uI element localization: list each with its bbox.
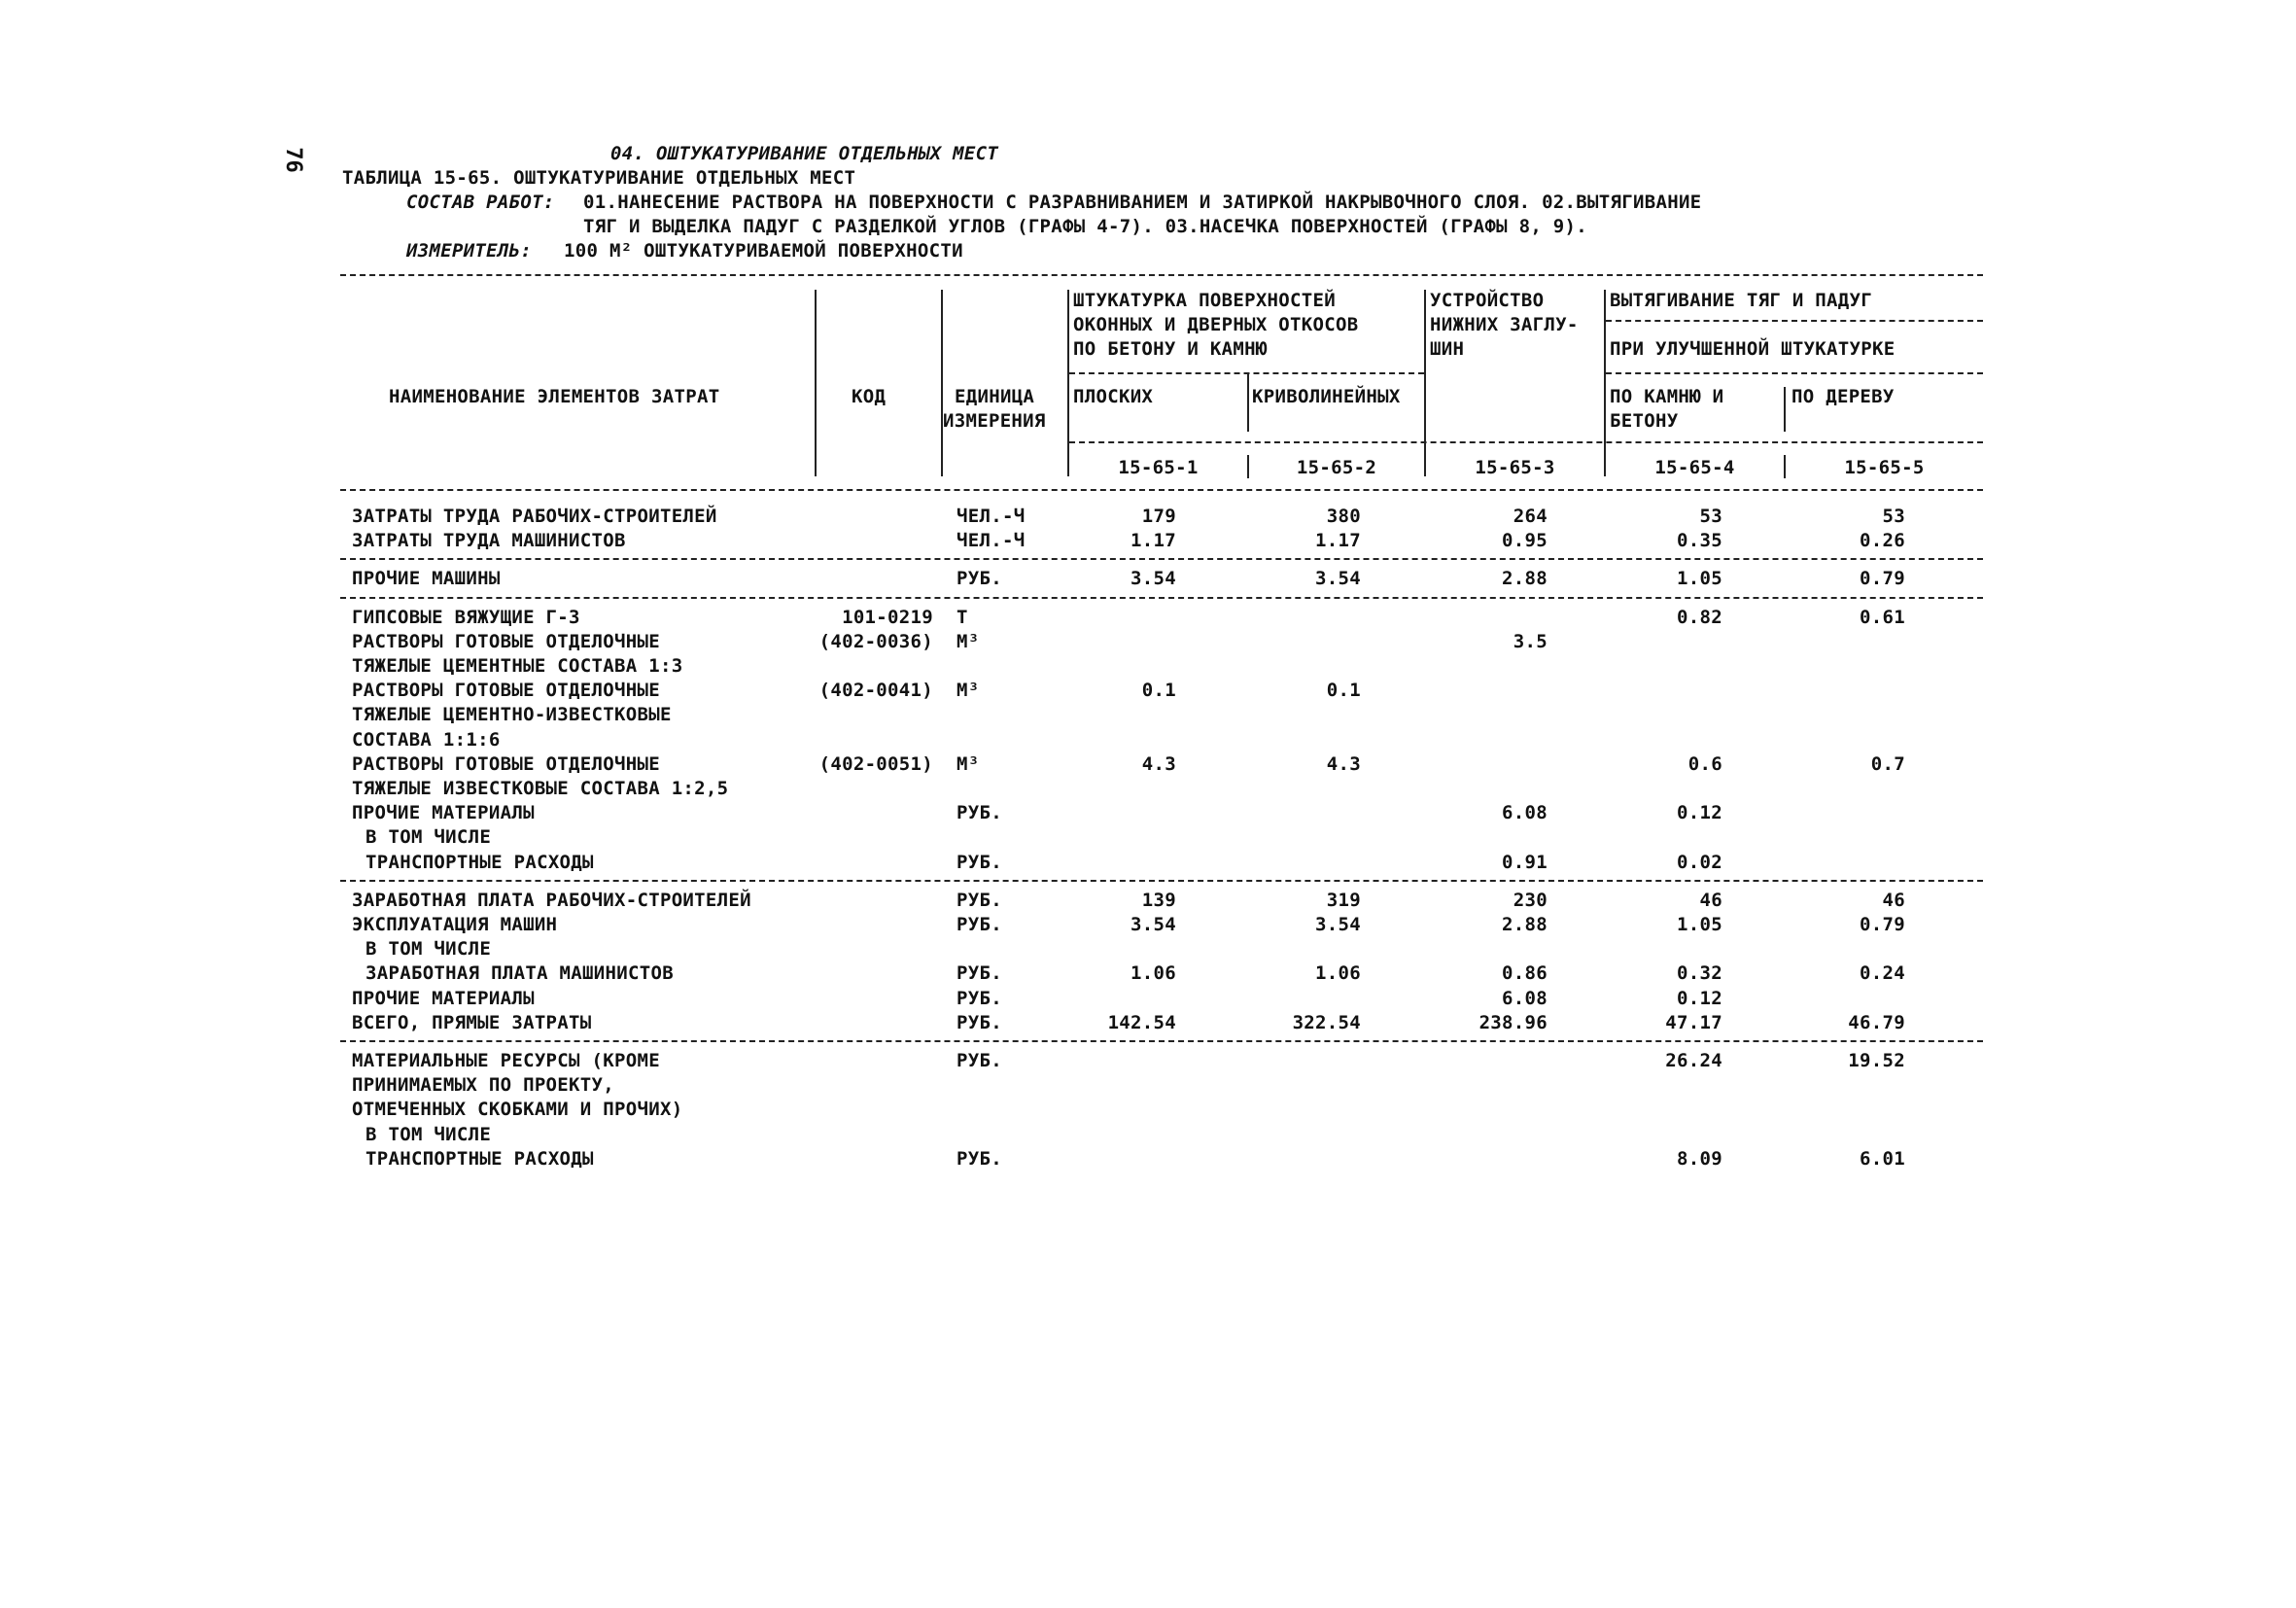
row-value: 46.79: [1848, 1011, 1905, 1033]
row-unit: РУБ.: [957, 568, 1002, 590]
work-composition-line-1: 01.НАНЕСЕНИЕ РАСТВОРА НА ПОВЕРХНОСТИ С РАЗРАВНИВАНИЕМ И ЗАТИРКОЙ НАКРЫВОЧНОГО СЛОЯ. 02.ВЫТЯГИВАНИЕ: [583, 192, 1702, 213]
header-name-col: НАИМЕНОВАНИЕ ЭЛЕМЕНТОВ ЗАТРАТ: [389, 386, 720, 407]
row-value: 1.06: [1131, 962, 1176, 985]
row-unit: Т: [957, 606, 968, 628]
row-name: РАСТВОРЫ ГОТОВЫЕ ОТДЕЛОЧНЫЕ: [352, 752, 660, 775]
row-name: ПРОЧИЕ МАТЕРИАЛЫ: [352, 802, 535, 824]
header-divider-curved: [1247, 373, 1249, 432]
row-unit: РУБ.: [957, 1147, 1002, 1170]
row-value: 1.17: [1131, 530, 1176, 552]
row-unit: М³: [957, 752, 980, 775]
row-value: 0.82: [1677, 606, 1722, 628]
row-value: 0.24: [1860, 962, 1905, 985]
header-stone-line-2: БЕТОНУ: [1610, 410, 1679, 432]
header-flat: ПЛОСКИХ: [1073, 386, 1154, 407]
header-code-col: КОД: [852, 386, 887, 407]
row-value: 0.26: [1860, 530, 1905, 552]
row-value: 47.17: [1665, 1011, 1722, 1033]
row-value: 46: [1699, 889, 1722, 911]
page-number: 76: [280, 147, 305, 173]
row-value: 1.17: [1315, 530, 1361, 552]
section-divider: [340, 1040, 1983, 1042]
row-value: 0.35: [1677, 530, 1722, 552]
row-name: ПРИНИМАЕМЫХ ПО ПРОЕКТУ,: [352, 1074, 614, 1097]
row-value: 0.12: [1677, 987, 1722, 1009]
header-wood: ПО ДЕРЕВУ: [1792, 386, 1895, 407]
row-value: 1.05: [1677, 914, 1722, 935]
row-name: МАТЕРИАЛЬНЫЕ РЕСУРСЫ (КРОМЕ: [352, 1050, 660, 1071]
row-unit: РУБ.: [957, 889, 1002, 911]
row-name: ВСЕГО, ПРЯМЫЕ ЗАТРАТЫ: [352, 1011, 592, 1033]
header-group2-line-3: ШИН: [1430, 338, 1465, 360]
header-group2-line-1: УСТРОЙСТВО: [1430, 290, 1545, 311]
row-value: 0.32: [1677, 962, 1722, 985]
row-value: 19.52: [1848, 1050, 1905, 1071]
row-value: 0.6: [1687, 752, 1722, 775]
row-code: (402-0051): [818, 752, 933, 775]
header-bottom-rule: [340, 489, 1983, 491]
header-divider-group3: [1604, 290, 1606, 476]
row-value: 1.05: [1677, 568, 1722, 590]
section-title: 04. ОШТУКАТУРИВАНИЕ ОТДЕЛЬНЫХ МЕСТ: [610, 143, 999, 164]
row-value: 238.96: [1478, 1011, 1548, 1033]
row-value: 230: [1513, 889, 1548, 911]
row-name: ЗАРАБОТНАЯ ПЛАТА РАБОЧИХ-СТРОИТЕЛЕЙ: [352, 889, 751, 911]
column-code-2: 15-65-2: [1296, 457, 1377, 478]
row-value: 322.54: [1292, 1011, 1361, 1033]
row-value: 2.88: [1502, 568, 1548, 590]
row-name: ОТМЕЧЕННЫХ СКОБКАМИ И ПРОЧИХ): [352, 1099, 683, 1121]
header-group3-line-2: ПРИ УЛУЧШЕННОЙ ШТУКАТУРКЕ: [1610, 338, 1896, 360]
row-value: 3.54: [1315, 568, 1361, 590]
row-unit: РУБ.: [957, 1050, 1002, 1071]
row-name: ЗАТРАТЫ ТРУДА РАБОЧИХ-СТРОИТЕЛЕЙ: [352, 506, 717, 527]
row-unit: РУБ.: [957, 1011, 1002, 1033]
row-unit: РУБ.: [957, 851, 1002, 873]
section-divider: [340, 880, 1983, 882]
row-value: 0.12: [1677, 802, 1722, 824]
row-unit: М³: [957, 630, 980, 652]
row-value: 46: [1882, 889, 1905, 911]
header-divider-unit: [941, 290, 943, 476]
row-name: ПРОЧИЕ МАТЕРИАЛЫ: [352, 987, 535, 1009]
header-rule-subgroups-3: [1606, 372, 1983, 374]
row-name: ЗАРАБОТНАЯ ПЛАТА МАШИНИСТОВ: [365, 962, 674, 985]
section-divider: [340, 558, 1983, 560]
row-value: 264: [1513, 506, 1548, 527]
section-divider: [340, 597, 1983, 599]
column-code-5: 15-65-5: [1844, 457, 1925, 478]
row-value: 0.79: [1860, 914, 1905, 935]
header-rule-group3: [1606, 320, 1983, 322]
row-name: СОСТАВА 1:1:6: [352, 728, 501, 751]
row-unit: ЧЕЛ.-Ч: [957, 506, 1026, 527]
row-name: В ТОМ ЧИСЛЕ: [365, 1123, 492, 1145]
header-curved: КРИВОЛИНЕЙНЫХ: [1252, 386, 1401, 407]
row-value: 6.08: [1502, 802, 1548, 824]
row-name: ТРАНСПОРТНЫЕ РАСХОДЫ: [365, 1147, 594, 1170]
header-group1-line-3: ПО БЕТОНУ И КАМНЮ: [1073, 338, 1268, 360]
row-name: ТЯЖЕЛЫЕ ЦЕМЕНТНО-ИЗВЕСТКОВЫЕ: [352, 704, 672, 726]
row-value: 2.88: [1502, 914, 1548, 935]
row-value: 0.1: [1141, 680, 1176, 702]
row-value: 53: [1882, 506, 1905, 527]
row-unit: РУБ.: [957, 802, 1002, 824]
row-value: 3.54: [1315, 914, 1361, 935]
header-rule-codes: [1069, 441, 1983, 443]
measure-value: 100 М² ОШТУКАТУРИВАЕМОЙ ПОВЕРХНОСТИ: [564, 240, 963, 262]
header-divider-wood: [1784, 387, 1786, 432]
row-value: 380: [1326, 506, 1361, 527]
row-name: РАСТВОРЫ ГОТОВЫЕ ОТДЕЛОЧНЫЕ: [352, 680, 660, 702]
row-name: ТЯЖЕЛЫЕ ЦЕМЕНТНЫЕ СОСТАВА 1:3: [352, 655, 683, 677]
measure-label: ИЗМЕРИТЕЛЬ:: [406, 240, 533, 262]
row-code: (402-0036): [818, 630, 933, 652]
table-title: ТАБЛИЦА 15-65. ОШТУКАТУРИВАНИЕ ОТДЕЛЬНЫХ МЕСТ: [342, 167, 856, 189]
header-divider-group2: [1424, 290, 1426, 476]
work-composition-label: СОСТАВ РАБОТ:: [406, 192, 555, 213]
row-value: 4.3: [1141, 752, 1176, 775]
row-value: 1.06: [1315, 962, 1361, 985]
row-code: 101-0219: [842, 606, 933, 628]
row-value: 0.95: [1502, 530, 1548, 552]
header-divider-group1: [1067, 290, 1069, 476]
header-group1-line-2: ОКОННЫХ И ДВЕРНЫХ ОТКОСОВ: [1073, 314, 1359, 335]
column-code-3: 15-65-3: [1475, 457, 1555, 478]
row-name: ПРОЧИЕ МАШИНЫ: [352, 568, 501, 590]
header-rule-subgroups: [1069, 372, 1424, 374]
header-unit-col-2: ИЗМЕРЕНИЯ: [943, 410, 1046, 432]
row-value: 3.54: [1131, 568, 1176, 590]
row-value: 142.54: [1107, 1011, 1176, 1033]
row-name: РАСТВОРЫ ГОТОВЫЕ ОТДЕЛОЧНЫЕ: [352, 630, 660, 652]
row-value: 0.91: [1502, 851, 1548, 873]
row-value: 53: [1699, 506, 1722, 527]
row-value: 26.24: [1665, 1050, 1722, 1071]
row-value: 3.54: [1131, 914, 1176, 935]
row-unit: РУБ.: [957, 987, 1002, 1009]
row-code: (402-0041): [818, 680, 933, 702]
row-value: 139: [1141, 889, 1176, 911]
row-value: 8.09: [1677, 1147, 1722, 1170]
column-code-1: 15-65-1: [1118, 457, 1199, 478]
row-name: ГИПСОВЫЕ ВЯЖУЩИЕ Г-3: [352, 606, 580, 628]
header-unit-col-1: ЕДИНИЦА: [955, 386, 1035, 407]
row-value: 319: [1326, 889, 1361, 911]
row-value: 0.1: [1326, 680, 1361, 702]
row-unit: ЧЕЛ.-Ч: [957, 530, 1026, 552]
work-composition-line-2: ТЯГ И ВЫДЕЛКА ПАДУГ С РАЗДЕЛКОЙ УГЛОВ (ГРАФЫ 4-7). 03.НАСЕЧКА ПОВЕРХНОСТЕЙ (ГРАФЫ 8, 9).: [583, 216, 1588, 237]
row-value: 6.08: [1502, 987, 1548, 1009]
row-value: 3.5: [1513, 630, 1548, 652]
row-value: 179: [1141, 506, 1176, 527]
header-group2-line-2: НИЖНИХ ЗАГЛУ-: [1430, 314, 1579, 335]
column-code-4: 15-65-4: [1654, 457, 1735, 478]
row-value: 6.01: [1860, 1147, 1905, 1170]
row-name: ТЯЖЕЛЫЕ ИЗВЕСТКОВЫЕ СОСТАВА 1:2,5: [352, 778, 729, 799]
header-stone-line-1: ПО КАМНЮ И: [1610, 386, 1724, 407]
row-name: ЗАТРАТЫ ТРУДА МАШИНИСТОВ: [352, 530, 626, 552]
row-value: 0.7: [1870, 752, 1905, 775]
row-name: ТРАНСПОРТНЫЕ РАСХОДЫ: [365, 851, 594, 873]
row-name: В ТОМ ЧИСЛЕ: [365, 938, 492, 961]
row-name: В ТОМ ЧИСЛЕ: [365, 826, 492, 849]
row-value: 0.02: [1677, 851, 1722, 873]
row-unit: М³: [957, 680, 980, 702]
header-top-rule: [340, 274, 1983, 276]
row-value: 4.3: [1326, 752, 1361, 775]
row-unit: РУБ.: [957, 962, 1002, 985]
header-group1-line-1: ШТУКАТУРКА ПОВЕРХНОСТЕЙ: [1073, 290, 1336, 311]
header-divider-code: [815, 290, 817, 476]
row-unit: РУБ.: [957, 914, 1002, 935]
row-value: 0.61: [1860, 606, 1905, 628]
row-value: 0.79: [1860, 568, 1905, 590]
row-name: ЭКСПЛУАТАЦИЯ МАШИН: [352, 914, 558, 935]
row-value: 0.86: [1502, 962, 1548, 985]
header-group3-line-1: ВЫТЯГИВАНИЕ ТЯГ И ПАДУГ: [1610, 290, 1872, 311]
